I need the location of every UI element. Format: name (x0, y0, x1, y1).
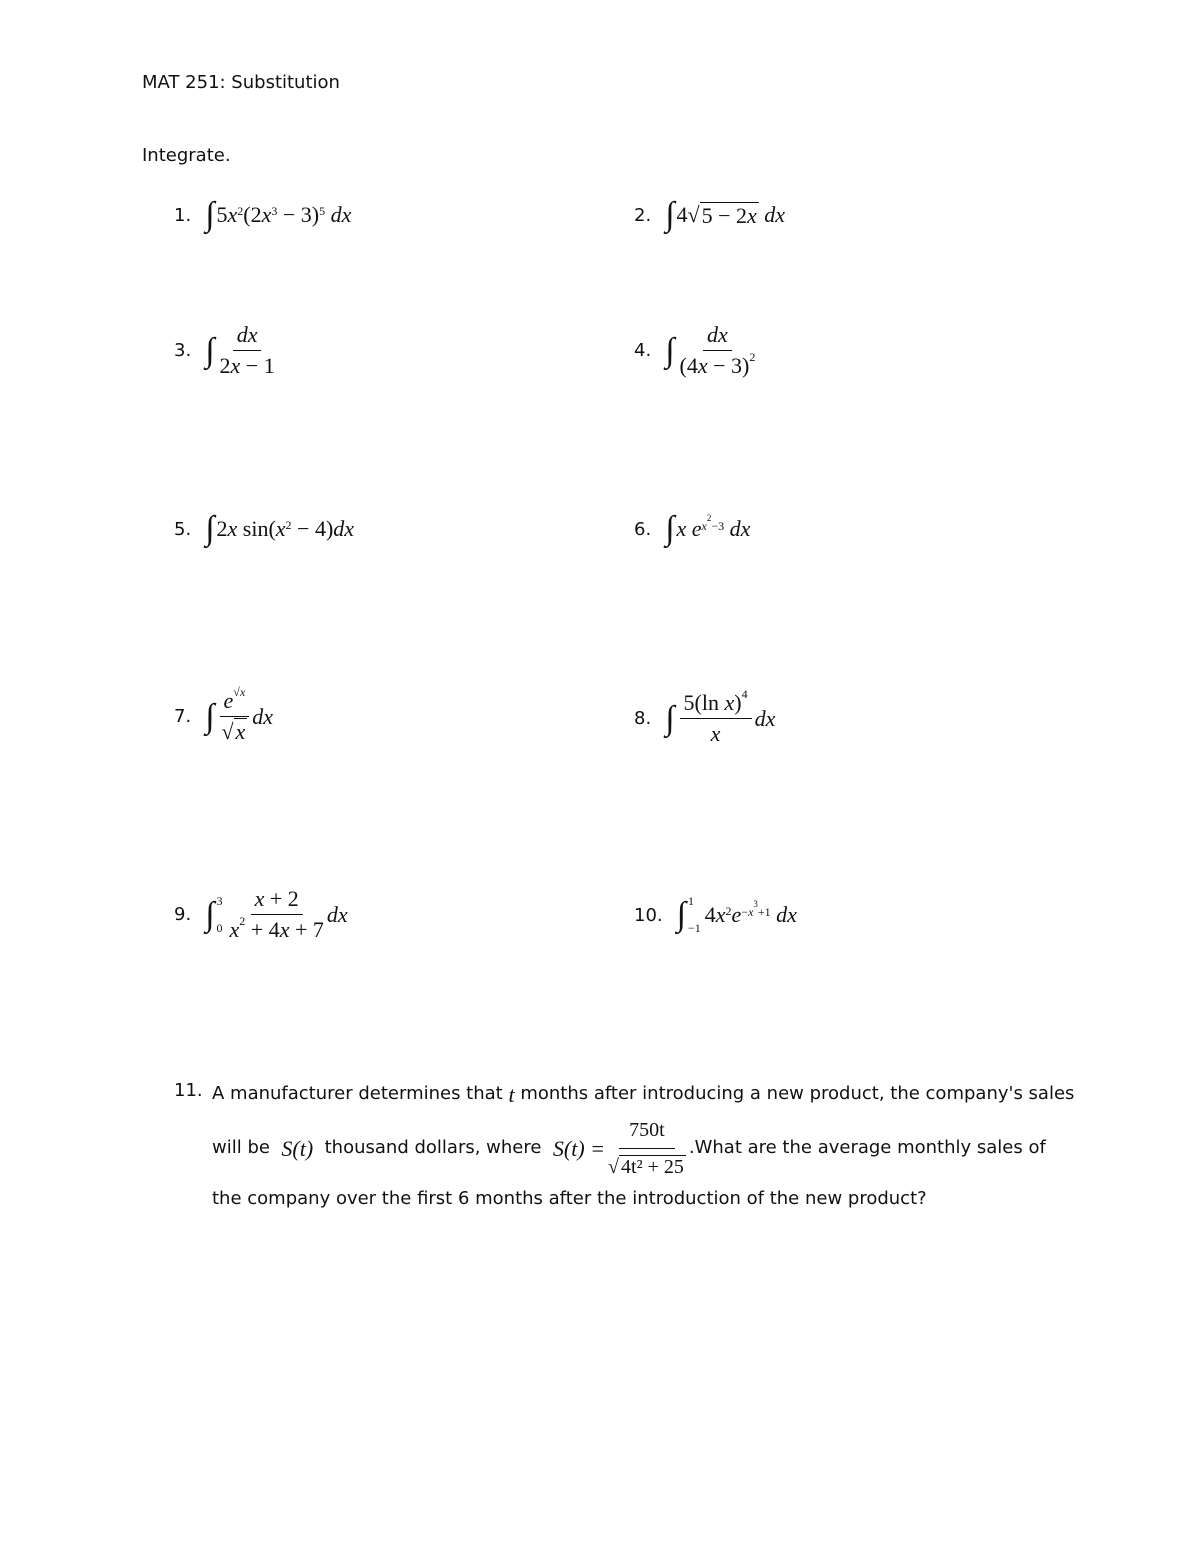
problem-1 (174, 198, 351, 232)
problem-5 (174, 512, 354, 546)
word-problem-line-2 (212, 1114, 1112, 1183)
function-S-equals: S(t) = (552, 1136, 606, 1162)
fraction-numerator: 750t (619, 1114, 675, 1149)
problem-number: 9. (174, 904, 192, 925)
problem-number: 1. (174, 204, 192, 226)
problem-4 (634, 322, 758, 379)
math-expression: ∫ 4√ 5 − 2x dx (665, 196, 786, 233)
function-S: S(t) (281, 1136, 314, 1162)
instructions: Integrate. (142, 145, 231, 166)
math-expression: ∫ 3 0 $\frac{x + 2}{x^2 + 4x + 7}$ dx (205, 886, 348, 942)
problem-9 (174, 886, 348, 943)
math-expression: ∫ x e $^{x^2-3}$ dx (665, 510, 751, 547)
problem-number: 7. (174, 706, 192, 727)
problem-number: 3. (174, 340, 192, 361)
text-segment: months after introducing a new product, the company's sales (520, 1083, 1075, 1105)
math-expression: ∫ 1 −1 4 x $^2$ e $^{-x^3+1}$ dx (676, 894, 797, 935)
math-expression: ∫ $\frac{dx}{2x - 1}$ (205, 322, 275, 378)
problem-6 (634, 512, 750, 546)
problem-7 (174, 684, 273, 745)
text-segment: A manufacturer determines that (212, 1083, 503, 1105)
word-problem (174, 1077, 1112, 1214)
problem-number: 5. (174, 518, 192, 540)
problem-number: 2. (634, 204, 652, 226)
math-expression: ∫ 5 x $^2$ (2 x $^3$ − 3) $^5$ dx (205, 196, 352, 233)
problem-number: 11. (174, 1080, 203, 1101)
math-expression: ∫ 2 x sin( x $^2$ − 4) dx (205, 510, 355, 547)
fraction-denominator: √ 4t² + 25 (608, 1156, 684, 1179)
variable-t: t (508, 1082, 515, 1107)
math-expression: ∫ $\frac{e^{√x}}{√x}$ dx (205, 684, 273, 744)
text-segment: .What are the average monthly sales of (688, 1137, 1046, 1159)
problem-2 (634, 198, 785, 232)
text-segment: thousand dollars, where (324, 1137, 542, 1159)
problem-number: 6. (634, 518, 652, 540)
problem-number: 10. (634, 904, 663, 926)
word-problem-line-3 (212, 1185, 1112, 1214)
problem-3 (174, 322, 278, 379)
problem-number: 4. (634, 340, 652, 361)
problem-10 (634, 894, 797, 936)
word-problem-line-1 (212, 1077, 1112, 1112)
radicand: 4t² + 25 (621, 1156, 684, 1179)
math-expression: ∫ $\frac{5(\ln x)^4}{x}$ dx (665, 686, 776, 746)
text-segment: the company over the first 6 months after the introduction of the new product? (212, 1188, 927, 1210)
page-title: MAT 251: Substitution (142, 72, 340, 93)
text-segment: will be (212, 1137, 270, 1159)
sales-fraction (608, 1114, 686, 1183)
problem-number: 8. (634, 708, 652, 729)
problem-8 (634, 686, 776, 747)
math-expression: ∫ $\frac{dx}{(4x - 3)^2}$ (665, 322, 756, 378)
